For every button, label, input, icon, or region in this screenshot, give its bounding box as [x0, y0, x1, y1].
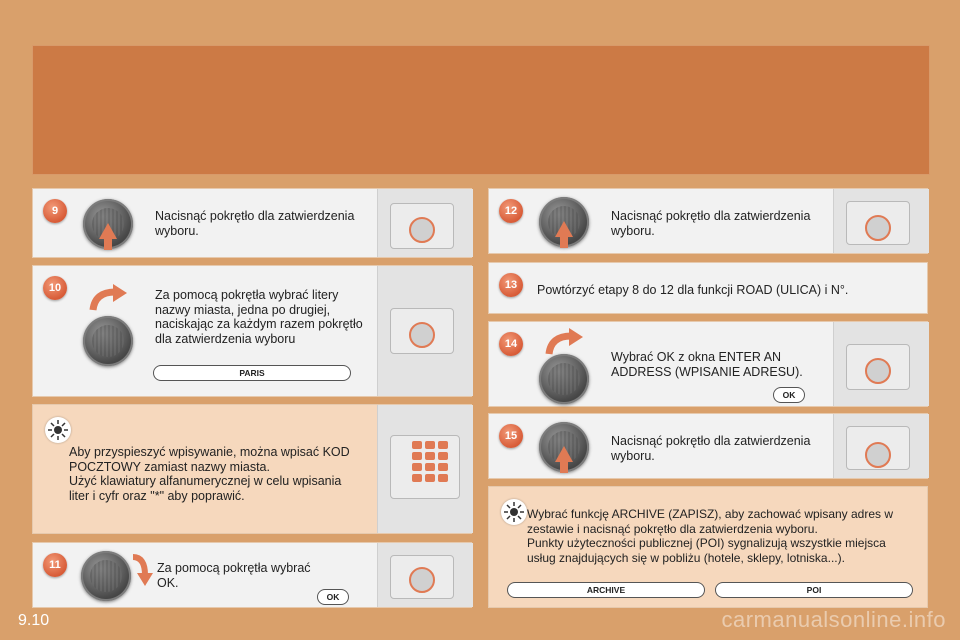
watermark: carmanualsonline.info	[721, 607, 946, 632]
dial-highlight	[865, 358, 891, 384]
lightbulb-tip-icon	[45, 417, 71, 443]
radio-unit-image	[833, 414, 929, 478]
step-15-card	[488, 413, 928, 479]
step-text: Nacisnąć pokrętło dla zatwierdzenia wyboru.	[611, 434, 811, 463]
keypad-image	[377, 405, 473, 533]
knob-icon	[81, 551, 131, 601]
dial-highlight	[865, 442, 891, 468]
page-number: 9.10	[18, 612, 50, 629]
step-9-card	[32, 188, 472, 258]
rotate-arrow-icon	[89, 284, 129, 314]
lightbulb-tip-icon	[501, 499, 527, 525]
step-text: Za pomocą pokrętła wybrać litery nazwy miasta, jedna po drugiej, naciskając za każdym razem pokrętło dla zatwierdzenia wyboru	[155, 288, 363, 346]
step-text: Za pomocą pokrętła wybrać OK.	[157, 561, 311, 590]
step-text: Nacisnąć pokrętło dla zatwierdzenia wyboru.	[155, 209, 355, 238]
step-12-card	[488, 188, 928, 254]
step-14-card	[488, 321, 928, 407]
step-number-badge: 14	[499, 332, 523, 356]
archive-label: ARCHIVE	[507, 582, 705, 598]
step-number-badge: 11	[43, 553, 67, 577]
radio-unit-image	[833, 322, 929, 406]
step-text: Wybrać OK z okna ENTER AN ADDRESS (WPISANIE ADRESU).	[611, 350, 803, 379]
step-text: Powtórzyć etapy 8 do 12 dla funkcji ROAD (ULICA) i N°.	[537, 283, 849, 297]
step-number-badge: 13	[499, 273, 523, 297]
knob-icon	[83, 316, 133, 366]
press-arrow-icon	[555, 221, 573, 237]
tip-text: Aby przyspieszyć wpisywanie, można wpisać KOD POCZTOWY zamiast nazwy miasta. Użyć klawiatury alfanumerycznej w celu wpisania liter i cyfr oraz "*" aby poprawić.	[69, 445, 350, 503]
paris-label: PARIS	[153, 365, 351, 381]
dial-highlight	[409, 322, 435, 348]
step-10-card	[32, 265, 472, 397]
dial-highlight	[409, 567, 435, 593]
press-arrow-icon	[555, 446, 573, 462]
press-arrow-icon	[99, 223, 117, 239]
keypad-keys	[412, 441, 448, 482]
ok-label: OK	[317, 589, 349, 605]
tip-card-archive	[488, 486, 928, 608]
dial-highlight	[865, 215, 891, 241]
tip-text: Wybrać funkcję ARCHIVE (ZAPISZ), aby zachować wpisany adres w zestawie i nacisnąć pokrętło dla zatwierdzenia wyboru. Punkty użyteczności publicznej (POI) sygnalizują wszystkie miejsca usług znajdujących się w pobliżu (hotele, sklepy, lotniska...).	[527, 507, 894, 565]
radio-unit-image	[377, 189, 473, 257]
step-text: Nacisnąć pokrętło dla zatwierdzenia wyboru.	[611, 209, 811, 238]
step-number-badge: 12	[499, 199, 523, 223]
step-number-badge: 15	[499, 424, 523, 448]
tip-card-postcode	[32, 404, 472, 534]
radio-unit-image	[833, 189, 929, 253]
radio-unit-image	[377, 266, 473, 396]
radio-unit-image	[377, 543, 473, 607]
step-13-card	[488, 262, 928, 314]
sun-icon	[501, 499, 527, 525]
rotate-down-arrow-icon	[129, 553, 159, 587]
dial-highlight	[409, 217, 435, 243]
knob-icon	[539, 354, 589, 404]
sun-icon	[45, 417, 71, 443]
step-11-card	[32, 542, 472, 608]
step-number-badge: 10	[43, 276, 67, 300]
ok-label: OK	[773, 387, 805, 403]
header-banner	[32, 45, 930, 175]
poi-label: POI	[715, 582, 913, 598]
step-number-badge: 9	[43, 199, 67, 223]
